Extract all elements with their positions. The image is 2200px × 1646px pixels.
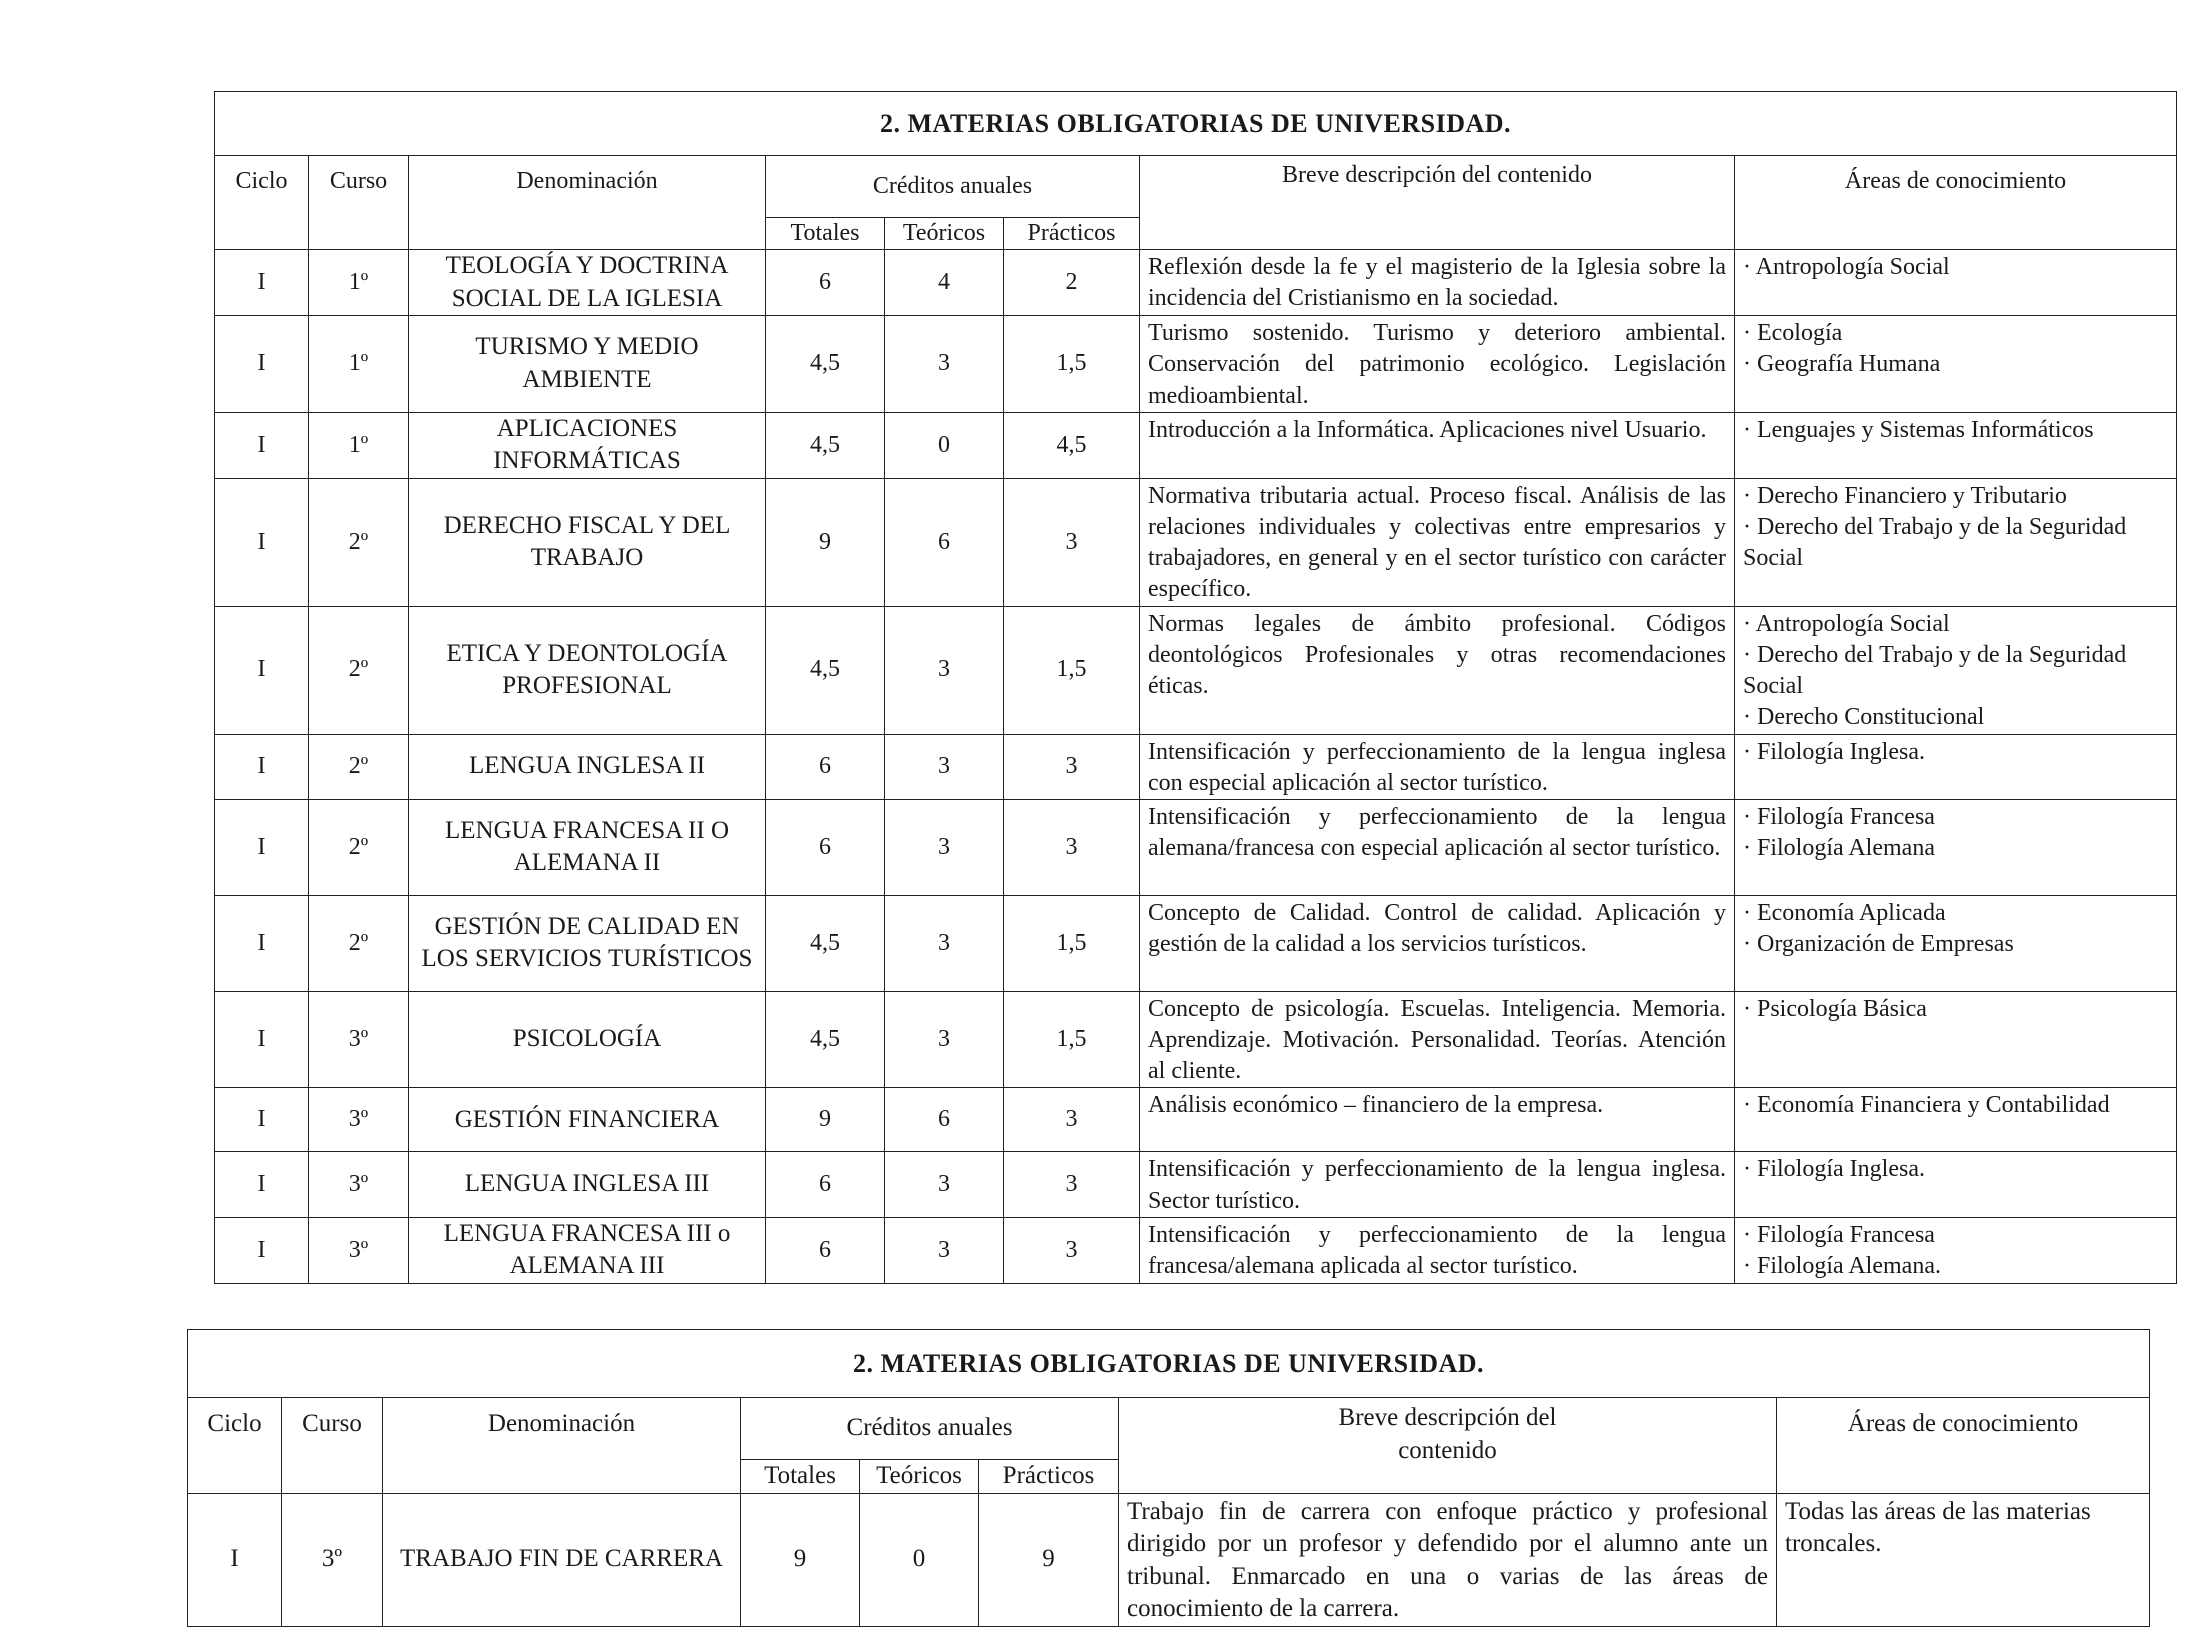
area-item: · Derecho Financiero y Tributario xyxy=(1743,482,2067,509)
area-item: · Antropología Social xyxy=(1743,254,1950,281)
area-item: · Antropología Social xyxy=(1743,610,1950,637)
cell-denominacion: LENGUA FRANCESA III o ALEMANA III xyxy=(409,1217,766,1283)
cell-teoricos: 3 xyxy=(885,991,1004,1088)
cell-descripcion: Normativa tributaria actual. Proceso fiscal. Análisis de las relaciones individuales y colectivas entre empresarios y trabajadores, en general y en el sector turístico con carácter específico. xyxy=(1140,478,1735,606)
table-row xyxy=(215,478,2177,606)
cell-ciclo: I xyxy=(215,991,309,1088)
cell-practicos: 3 xyxy=(1004,1152,1140,1217)
cell-areas xyxy=(1735,895,2177,991)
cell-descripcion: Introducción a la Informática. Aplicaciones nivel Usuario. xyxy=(1140,412,1735,478)
cell-curso: 2º xyxy=(309,895,409,991)
cell-denominacion: APLICACIONES INFORMÁTICAS xyxy=(409,412,766,478)
cell-curso: 3º xyxy=(309,991,409,1088)
cell-descripcion: Intensificación y perfeccionamiento de la lengua inglesa con especial aplicación al sector turístico. xyxy=(1140,734,1735,799)
cell-totales: 4,5 xyxy=(766,606,885,734)
cell-teoricos: 3 xyxy=(885,1152,1004,1217)
cell-curso: 3º xyxy=(309,1088,409,1152)
area-item: · Organización de Empresas xyxy=(1743,931,2014,958)
cell-totales: 6 xyxy=(766,250,885,316)
cell-curso: 1º xyxy=(309,250,409,316)
cell-curso: 1º xyxy=(309,412,409,478)
cell-practicos: 1,5 xyxy=(1004,991,1140,1088)
cell-practicos: 1,5 xyxy=(1004,895,1140,991)
cell-ciclo: I xyxy=(188,1493,282,1626)
cell-totales: 4,5 xyxy=(766,895,885,991)
cell-descripcion: Intensificación y perfeccionamiento de la lengua alemana/francesa con especial aplicación al sector turístico. xyxy=(1140,799,1735,895)
cell-denominacion: TRABAJO FIN DE CARRERA xyxy=(383,1493,741,1626)
cell-curso: 2º xyxy=(309,606,409,734)
cell-curso: 3º xyxy=(309,1152,409,1217)
area-item: · Ecología xyxy=(1743,320,1843,347)
cell-ciclo: I xyxy=(215,316,309,413)
cell-practicos: 9 xyxy=(979,1493,1119,1626)
cell-descripcion: Intensificación y perfeccionamiento de la lengua francesa/alemana aplicada al sector turístico. xyxy=(1140,1217,1735,1283)
cell-curso: 3º xyxy=(282,1493,383,1626)
cell-totales: 4,5 xyxy=(766,412,885,478)
cell-areas xyxy=(1735,250,2177,316)
cell-totales: 6 xyxy=(766,1152,885,1217)
cell-denominacion: LENGUA FRANCESA II O ALEMANA II xyxy=(409,799,766,895)
area-item: · Derecho del Trabajo y de la Seguridad Social xyxy=(1743,641,2127,699)
cell-practicos: 4,5 xyxy=(1004,412,1140,478)
cell-teoricos: 3 xyxy=(885,734,1004,799)
cell-teoricos: 3 xyxy=(885,606,1004,734)
cell-denominacion: ETICA Y DEONTOLOGÍA PROFESIONAL xyxy=(409,606,766,734)
cell-teoricos: 6 xyxy=(885,1088,1004,1152)
cell-areas xyxy=(1735,1217,2177,1283)
cell-totales: 6 xyxy=(766,1217,885,1283)
header-creditos: Créditos anuales xyxy=(766,156,1140,218)
header-totales: Totales xyxy=(766,218,885,250)
cell-ciclo: I xyxy=(215,1088,309,1152)
table-row xyxy=(215,606,2177,734)
cell-totales: 9 xyxy=(741,1493,860,1626)
subjects-table-1 xyxy=(214,91,2177,1284)
cell-areas xyxy=(1735,606,2177,734)
cell-teoricos: 3 xyxy=(885,799,1004,895)
area-item: · Filología Inglesa. xyxy=(1743,1156,1925,1183)
cell-ciclo: I xyxy=(215,734,309,799)
cell-ciclo: I xyxy=(215,478,309,606)
cell-practicos: 3 xyxy=(1004,734,1140,799)
table-row xyxy=(215,734,2177,799)
cell-ciclo: I xyxy=(215,606,309,734)
area-item: · Filología Francesa xyxy=(1743,803,1935,830)
cell-practicos: 1,5 xyxy=(1004,606,1140,734)
area-item: · Lenguajes y Sistemas Informáticos xyxy=(1743,416,2094,443)
cell-areas xyxy=(1735,412,2177,478)
header-teoricos: Teóricos xyxy=(860,1460,979,1494)
cell-ciclo: I xyxy=(215,895,309,991)
area-item: · Filología Inglesa. xyxy=(1743,738,1925,765)
cell-teoricos: 0 xyxy=(860,1493,979,1626)
cell-areas xyxy=(1735,991,2177,1088)
cell-denominacion: LENGUA INGLESA III xyxy=(409,1152,766,1217)
cell-totales: 4,5 xyxy=(766,316,885,413)
header-ciclo: Ciclo xyxy=(215,156,309,250)
cell-totales: 6 xyxy=(766,799,885,895)
cell-curso: 2º xyxy=(309,478,409,606)
table-row xyxy=(215,799,2177,895)
cell-totales: 4,5 xyxy=(766,991,885,1088)
cell-practicos: 3 xyxy=(1004,478,1140,606)
area-item: · Filología Francesa xyxy=(1743,1221,1935,1248)
area-item: Todas las áreas de las materias troncales. xyxy=(1785,1497,2091,1557)
cell-totales: 9 xyxy=(766,1088,885,1152)
table-title: 2. MATERIAS OBLIGATORIAS DE UNIVERSIDAD. xyxy=(188,1330,2150,1398)
cell-descripcion: Turismo sostenido. Turismo y deterioro ambiental. Conservación del patrimonio ecológico. Legislación medioambiental. xyxy=(1140,316,1735,413)
area-item: · Economía Aplicada xyxy=(1743,899,1946,926)
cell-areas xyxy=(1735,1152,2177,1217)
header-curso: Curso xyxy=(282,1398,383,1494)
area-item: · Derecho Constitucional xyxy=(1743,704,1985,731)
table-title: 2. MATERIAS OBLIGATORIAS DE UNIVERSIDAD. xyxy=(215,92,2177,156)
table-row xyxy=(215,1088,2177,1152)
cell-denominacion: TURISMO Y MEDIO AMBIENTE xyxy=(409,316,766,413)
header-totales: Totales xyxy=(741,1460,860,1494)
cell-descripcion: Análisis económico – financiero de la empresa. xyxy=(1140,1088,1735,1152)
cell-ciclo: I xyxy=(215,412,309,478)
cell-teoricos: 3 xyxy=(885,895,1004,991)
cell-descripcion: Concepto de Calidad. Control de calidad. Aplicación y gestión de la calidad a los servicios turísticos. xyxy=(1140,895,1735,991)
header-teoricos: Teóricos xyxy=(885,218,1004,250)
cell-areas xyxy=(1735,799,2177,895)
cell-descripcion: Concepto de psicología. Escuelas. Inteligencia. Memoria. Aprendizaje. Motivación. Personalidad. Teorías. Atención al cliente. xyxy=(1140,991,1735,1088)
cell-denominacion: PSICOLOGÍA xyxy=(409,991,766,1088)
cell-teoricos: 0 xyxy=(885,412,1004,478)
header-areas: Áreas de conocimiento xyxy=(1735,156,2177,250)
cell-denominacion: GESTIÓN DE CALIDAD EN LOS SERVICIOS TURÍSTICOS xyxy=(409,895,766,991)
cell-teoricos: 3 xyxy=(885,316,1004,413)
cell-areas xyxy=(1735,316,2177,413)
header-creditos: Créditos anuales xyxy=(741,1398,1119,1460)
cell-curso: 2º xyxy=(309,799,409,895)
area-item: · Psicología Básica xyxy=(1743,995,1927,1022)
cell-areas xyxy=(1735,478,2177,606)
cell-areas xyxy=(1735,1088,2177,1152)
table-row xyxy=(215,250,2177,316)
header-ciclo: Ciclo xyxy=(188,1398,282,1494)
table-row xyxy=(215,316,2177,413)
area-item: · Economía Financiera y Contabilidad xyxy=(1743,1092,2110,1119)
cell-descripcion: Trabajo fin de carrera con enfoque práctico y profesional dirigido por un profesor y defendido por el alumno ante un tribunal. Enmarcado en una o varias de las áreas de conocimiento de la carrera. xyxy=(1119,1493,1777,1626)
header-areas: Áreas de conocimiento xyxy=(1777,1398,2150,1494)
table-row xyxy=(215,412,2177,478)
table-row xyxy=(215,895,2177,991)
cell-teoricos: 3 xyxy=(885,1217,1004,1283)
subjects-table-2 xyxy=(187,1329,2150,1627)
cell-practicos: 1,5 xyxy=(1004,316,1140,413)
cell-denominacion: GESTIÓN FINANCIERA xyxy=(409,1088,766,1152)
cell-descripcion: Reflexión desde la fe y el magisterio de la Iglesia sobre la incidencia del Cristianismo en la sociedad. xyxy=(1140,250,1735,316)
cell-denominacion: LENGUA INGLESA II xyxy=(409,734,766,799)
cell-ciclo: I xyxy=(215,1217,309,1283)
table-row xyxy=(215,1217,2177,1283)
cell-curso: 2º xyxy=(309,734,409,799)
cell-ciclo: I xyxy=(215,250,309,316)
header-practicos: Prácticos xyxy=(1004,218,1140,250)
cell-areas xyxy=(1735,734,2177,799)
cell-totales: 9 xyxy=(766,478,885,606)
cell-teoricos: 6 xyxy=(885,478,1004,606)
cell-ciclo: I xyxy=(215,799,309,895)
header-denominacion: Denominación xyxy=(383,1398,741,1494)
cell-areas xyxy=(1777,1493,2150,1626)
table-body xyxy=(215,250,2177,1284)
cell-curso: 1º xyxy=(309,316,409,413)
header-practicos: Prácticos xyxy=(979,1460,1119,1494)
cell-totales: 6 xyxy=(766,734,885,799)
cell-ciclo: I xyxy=(215,1152,309,1217)
header-descripcion: Breve descripción del contenido xyxy=(1119,1398,1777,1494)
cell-descripcion: Intensificación y perfeccionamiento de la lengua inglesa. Sector turístico. xyxy=(1140,1152,1735,1217)
cell-denominacion: TEOLOGÍA Y DOCTRINA SOCIAL DE LA IGLESIA xyxy=(409,250,766,316)
cell-practicos: 3 xyxy=(1004,1088,1140,1152)
cell-practicos: 2 xyxy=(1004,250,1140,316)
table-row xyxy=(215,991,2177,1088)
area-item: · Geografía Humana xyxy=(1743,351,1941,378)
table-body xyxy=(188,1493,2150,1626)
cell-curso: 3º xyxy=(309,1217,409,1283)
area-item: · Derecho del Trabajo y de la Seguridad Social xyxy=(1743,513,2127,572)
table-row xyxy=(188,1493,2150,1626)
header-denominacion: Denominación xyxy=(409,156,766,250)
cell-practicos: 3 xyxy=(1004,1217,1140,1283)
area-item: · Filología Alemana xyxy=(1743,835,1935,862)
cell-practicos: 3 xyxy=(1004,799,1140,895)
area-item: · Filología Alemana. xyxy=(1743,1253,1941,1279)
cell-teoricos: 4 xyxy=(885,250,1004,316)
cell-denominacion: DERECHO FISCAL Y DEL TRABAJO xyxy=(409,478,766,606)
header-curso: Curso xyxy=(309,156,409,250)
cell-descripcion: Normas legales de ámbito profesional. Códigos deontológicos Profesionales y otras recomendaciones éticas. xyxy=(1140,606,1735,734)
table-row xyxy=(215,1152,2177,1217)
header-descripcion: Breve descripción del contenido xyxy=(1140,156,1735,250)
